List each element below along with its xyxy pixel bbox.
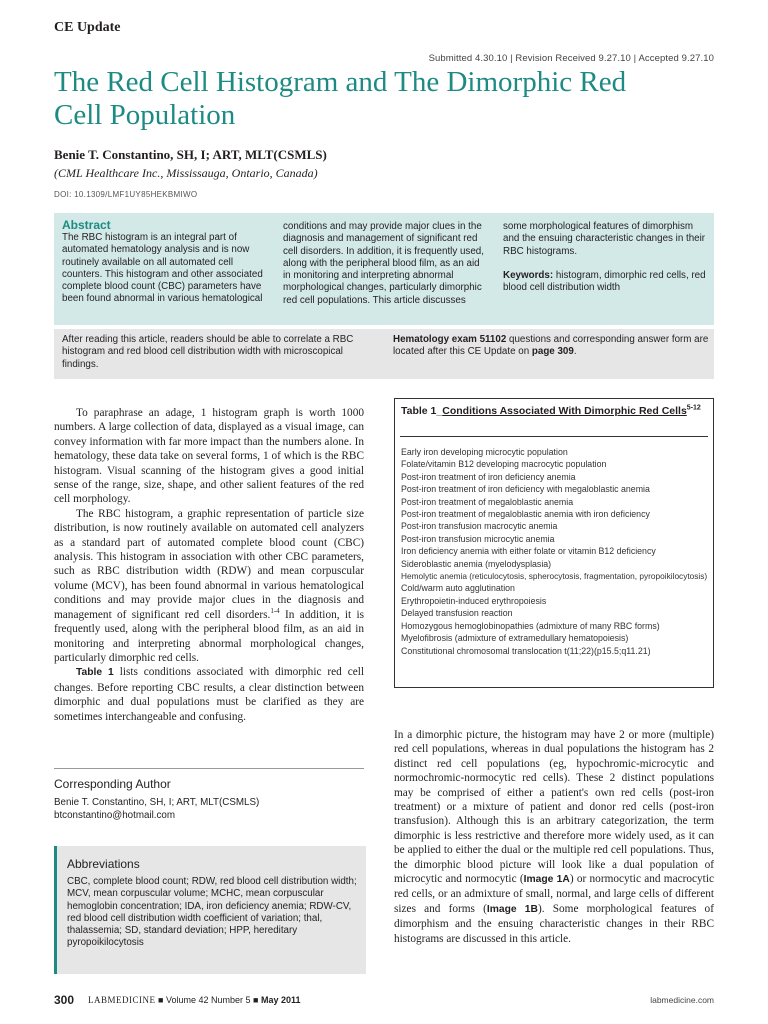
table-row: Delayed transfusion reaction [401,608,513,619]
abstract-col-3 [503,221,707,294]
page-number: 300 [54,993,75,1007]
exam-note [393,334,709,359]
p2-text: The RBC histogram, a graphic representation of particle size distribution, is now routinely available on automated cell analyzers as a standard part of automated complete blood count (CBC) analysis. This histogram in association with other CBC parameters, such as RBC distribution width (RDW) and mean corpuscular volume (MCV), has been found abnormal in various hematological conditions and may provide major clues in the diagnosis and management of significant red cell disorders. [54,507,364,621]
table-row: Post-iron treatment of megaloblastic anemia with iron deficiency [401,509,650,520]
keywords-label: Keywords: [503,269,554,281]
corresponding-name: Benie T. Constantino, SH, I; ART, MLT(CSMLS) [54,797,260,808]
image-1a-ref[interactable]: Image 1A [523,874,570,886]
journal-volume: ■ Volume 42 Number 5 ■ [158,995,259,1005]
table-1-caption: Conditions Associated With Dimorphic Red Cells [442,405,687,417]
table-row: Iron deficiency anemia with either folate or vitamin B12 deficiency [401,546,656,557]
p3-text: lists conditions associated with dimorphic red cell changes. Before reporting CBC results, a clear distinction between dimorphic and dual populations must be clarified as they are sometimes interchangeable and confusing. [54,666,365,723]
body-paragraph-4 [394,728,714,946]
table-row: Post-iron treatment of megaloblastic anemia [401,496,574,507]
journal-url[interactable]: labmedicine.com [650,995,714,1005]
corresponding-email[interactable]: btconstantino@hotmail.com [54,810,176,821]
table-row: Early iron developing microcytic population [401,447,568,457]
table-row: Cold/warm auto agglutination [401,583,515,594]
table-1-label: Table 1_ [401,405,443,417]
journal-date: May 2011 [260,995,301,1005]
table-row: Folate/vitamin B12 developing macrocytic population [401,459,607,470]
corresponding-heading: Corresponding Author [54,777,171,791]
table-1-title [401,405,701,418]
exam-label: Hematology exam 51102 [393,334,507,345]
abstract-text-1: The RBC histogram is an integral part of automated hematology analysis and is now routinely available on all automated cell counters. This histogram and other associated complete blood count (CBC) parameters have been found abnormal in various hematological [62,232,263,305]
keywords [503,270,707,295]
author-line: Benie T. Constantino, SH, I; ART, MLT(CSMLS) [54,147,327,162]
table-row: Post-iron transfusion microcytic anemia [401,533,555,544]
p4-text-1: In a dimorphic picture, the histogram may have 2 or more (multiple) red cell populations, whereas in dual populations the histogram has 2 distinct red cell populations (eg, hypochromic-microcytic and normochromic-normocytic red cells). These 2 distinct populations may be comprised of either a patient's own red cells (post-iron treatment) or a mixture of patient and donor red cells (post-iron transfusion). Although this is an arbitrary categorization, the term dimorphic is less restrictive and therefore more widely used, as it can be applied to either the dual or the multiple red cell populations. Thus, the dimorphic blood picture will look like a dual population of microcytic and normocytic ( [394,729,714,886]
keywords-text: histogram, dimorphic red cells, red blood cell distribution width [503,269,706,294]
table-1-rule [400,436,708,437]
body-left-column [54,406,364,724]
body-right-column [394,728,714,946]
image-1b-ref[interactable]: Image 1B [486,903,538,915]
exam-end: . [573,346,577,358]
abstract-text-3: some morphological features of dimorphism and the ensuing characteristic changes in their RBC histograms. [503,221,706,257]
journal-name: LABMEDICINE [88,995,156,1005]
body-paragraph-1: To paraphrase an adage, 1 histogram graph is worth 1000 numbers. A large collection of data, displayed as a visual image, can convey information with far more impact than the numbers alone. In hematology, these data take on several forms, 1 of which is the RBC histogram. Visual scanning of the histogram gives a good initial sense of the range, size, shape, and other salient features of the red cell morphology. [54,407,364,506]
table-row: Hemolytic anemia (reticulocytosis, spherocytosis, fragmentation, pyropoikilocytosis) [401,571,708,582]
table-row: Homozygous hemoglobinopathies (admixture of many RBC forms) [401,620,660,631]
table-row: Post-iron treatment of iron deficiency with megaloblastic anemia [401,484,650,495]
p2-text-b: In addition, it is frequently used, along with the peripheral blood film, as an aid in monitoring and interpreting abnormal morphological changes, particularly dimorphic red cells. [54,608,364,664]
table-row: Post-iron transfusion macrocytic anemia [401,521,558,532]
abstract-col-2 [283,221,489,307]
body-paragraph-3 [54,665,364,724]
p4-text-3: ). Some morphological features of dimorphism and the ensuing characteristic changes in their RBC histograms are discussed in this article. [394,902,714,945]
citation-sup: 1-4 [270,606,280,615]
learning-objective: After reading this article, readers should be able to correlate a RBC histogram and red blood cell distribution width with microscopical findings. [62,334,354,370]
abbreviations-text: CBC, complete blood count; RDW, red blood cell distribution width; MCV, mean corpuscular volume; MCHC, mean corpuscular hemoglobin concentration; IDA, iron deficiency anemia; RDW-CV, red blood cell distribution width coefficient of variation; thal, thalassemia; SD, standard deviation; HPP, hereditary pyropoikilocytosis [67,876,357,949]
doi: DOI: 10.1309/LMF1UY85HEKBMIWO [54,190,198,199]
abstract-col-1 [62,219,268,306]
abstract-text-2: conditions and may provide major clues in the diagnosis and management of significant red cell disorders. In addition, it is frequently used, along with the peripheral blood film, as an aid in monitoring and interpreting abnormal morphological changes, particularly dimorphic red cell populations. This article discusses [283,221,484,306]
table-row: Sideroblastic anemia (myelodysplasia) [401,558,552,569]
table-row: Myelofibrosis (admixture of extramedullary hematopoiesis) [401,633,629,644]
exam-text: questions and corresponding answer form are located after this CE Update on [393,334,709,358]
body-paragraph-2 [54,507,364,665]
abstract-heading: Abstract [62,218,111,232]
section-label: CE Update [54,20,121,35]
article-title: The Red Cell Histogram and The Dimorphic Red Cell Population [54,66,627,131]
table-row: Constitutional chromosomal translocation t(11;22)(p15.5;q11.21) [401,645,651,656]
abbreviations-heading: Abbreviations [67,857,140,871]
table-row: Post-iron treatment of iron deficiency anemia [401,471,576,482]
table-row: Erythropoietin-induced erythropoiesis [401,595,547,606]
table-1-rows [401,446,711,657]
exam-page-link[interactable]: page 309 [531,346,574,358]
corresponding-rule [54,768,364,769]
table-1-ref[interactable]: Table 1 [76,667,114,679]
journal-info [88,995,301,1005]
affiliation: (CML Healthcare Inc., Mississauga, Ontario, Canada) [54,166,318,180]
p4-text-2: ) or normocytic and macrocytic red cells, or an admixture of small, normal, and large cells of different sizes and forms ( [394,873,714,915]
table-1-sup: 5-12 [686,404,701,412]
submission-dates: Submitted 4.30.10 | Revision Received 9.27.10 | Accepted 9.27.10 [428,53,714,64]
